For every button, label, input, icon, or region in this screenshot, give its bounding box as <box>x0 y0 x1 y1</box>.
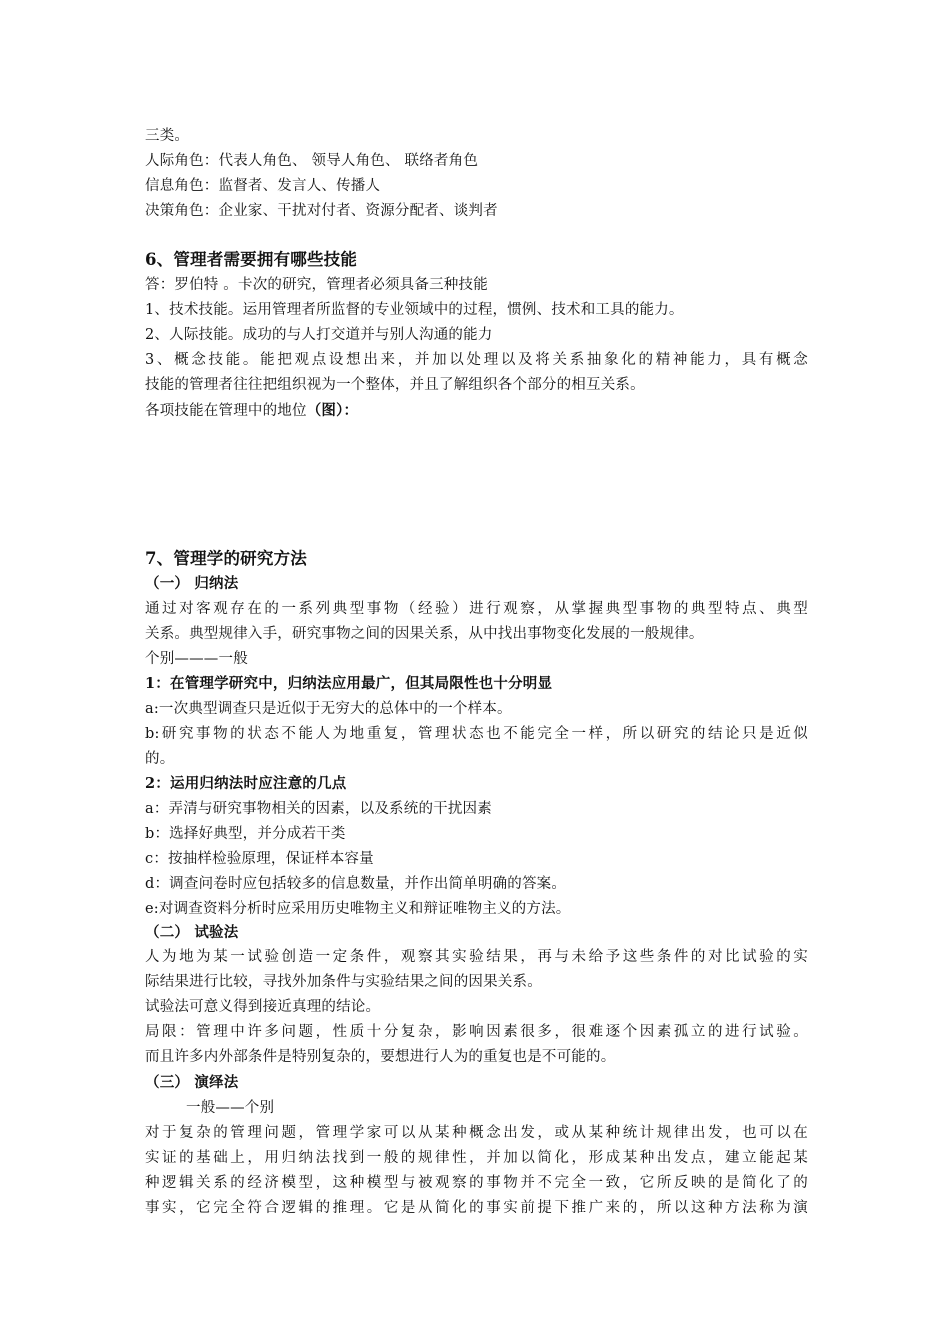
text-line-head: 各项技能在管理中的地位 <box>145 403 307 419</box>
text-line: 际结果进行比较，寻找外加条件与实验结果之间的因果关系。 <box>145 974 542 990</box>
text-line: 对于复杂的管理问题，管理学家可以从某种概念出发，或从某种统计规律出发，也可以在 <box>145 1125 808 1141</box>
text-line: 答：罗伯特 。卡次的研究，管理者必须具备三种技能 <box>145 277 488 293</box>
text-line <box>145 400 358 422</box>
subheading-line: 2：运用归纳法时应注意的几点 <box>145 775 347 792</box>
text-line: 信息角色：监督者、发言人、传播人 <box>145 178 381 194</box>
text-line: 三类。 <box>145 128 190 144</box>
text-line: 一般——个别 <box>186 1100 275 1116</box>
text-line: 而且许多内外部条件是特别复杂的，要想进行人为的重复也是不可能的。 <box>145 1049 616 1065</box>
text-line: 1、技术技能。运用管理者所监督的专业领域中的过程，惯例、技术和工具的能力。 <box>145 302 684 318</box>
text-line: b:研究事物的状态不能人为地重复，管理状态也不能完全一样，所以研究的结论只是近似 <box>145 726 808 742</box>
text-line: 试验法可意义得到接近真理的结论。 <box>145 999 381 1015</box>
text-line: a：弄清与研究事物相关的因素，以及系统的干扰因素 <box>145 801 492 817</box>
text-line: 决策角色：企业家、干扰对付者、资源分配者、谈判者 <box>145 203 498 219</box>
text-line: 的。 <box>145 751 175 767</box>
text-line: 种逻辑关系的经济模型，这种模型与被观察的事物并不完全一致，它所反映的是简化了的 <box>145 1175 808 1191</box>
subheading-line: （二） 试验法 <box>145 924 239 941</box>
text-line: 人为地为某一试验创造一定条件，观察其实验结果，再与未给予这些条件的对比试验的实 <box>145 949 808 965</box>
text-line: 局限：管理中许多问题，性质十分复杂，影响因素很多，很难逐个因素孤立的进行试验。 <box>145 1024 808 1040</box>
text-line-bold-tail: （图）： <box>306 402 359 419</box>
text-line: c：按抽样检验原理，保证样本容量 <box>145 851 374 867</box>
text-line: 通过对客观存在的一系列典型事物（经验）进行观察，从掌握典型事物的典型特点、典型 <box>145 601 808 617</box>
text-line: 关系。典型规律入手，研究事物之间的因果关系，从中找出事物变化发展的一般规律。 <box>145 626 704 642</box>
text-line: b：选择好典型，并分成若干类 <box>145 826 346 842</box>
section-heading: 7、管理学的研究方法 <box>145 549 307 568</box>
subheading-line: 1：在管理学研究中，归纳法应用最广，但其局限性也十分明显 <box>145 675 553 692</box>
subheading-line: （三） 演绎法 <box>145 1074 239 1091</box>
subheading-line: （一） 归纳法 <box>145 575 239 592</box>
text-line: e:对调查资料分析时应采用历史唯物主义和辩证唯物主义的方法。 <box>145 901 571 917</box>
text-line: 实证的基础上，用归纳法找到一般的规律性，并加以简化，形成某种出发点，建立能起某 <box>145 1150 808 1166</box>
text-line: a:一次典型调查只是近似于无穷大的总体中的一个样本。 <box>145 701 512 717</box>
text-line: 2、人际技能。成功的与人打交道并与别人沟通的能力 <box>145 327 493 343</box>
text-line: 3、概念技能。能把观点设想出来，并加以处理以及将关系抽象化的精神能力，具有概念 <box>145 352 808 368</box>
text-line: 人际角色：代表人角色、 领导人角色、 联络者角色 <box>145 153 479 169</box>
text-line: 技能的管理者往往把组织视为一个整体，并且了解组织各个部分的相互关系。 <box>145 377 645 393</box>
section-heading: 6、管理者需要拥有哪些技能 <box>145 250 358 269</box>
text-line: 事实，它完全符合逻辑的推理。它是从简化的事实前提下推广来的，所以这种方法称为演 <box>145 1200 808 1216</box>
text-line: d：调查问卷时应包括较多的信息数量，并作出简单明确的答案。 <box>145 876 567 892</box>
text-line: 个别———一般 <box>145 651 248 667</box>
